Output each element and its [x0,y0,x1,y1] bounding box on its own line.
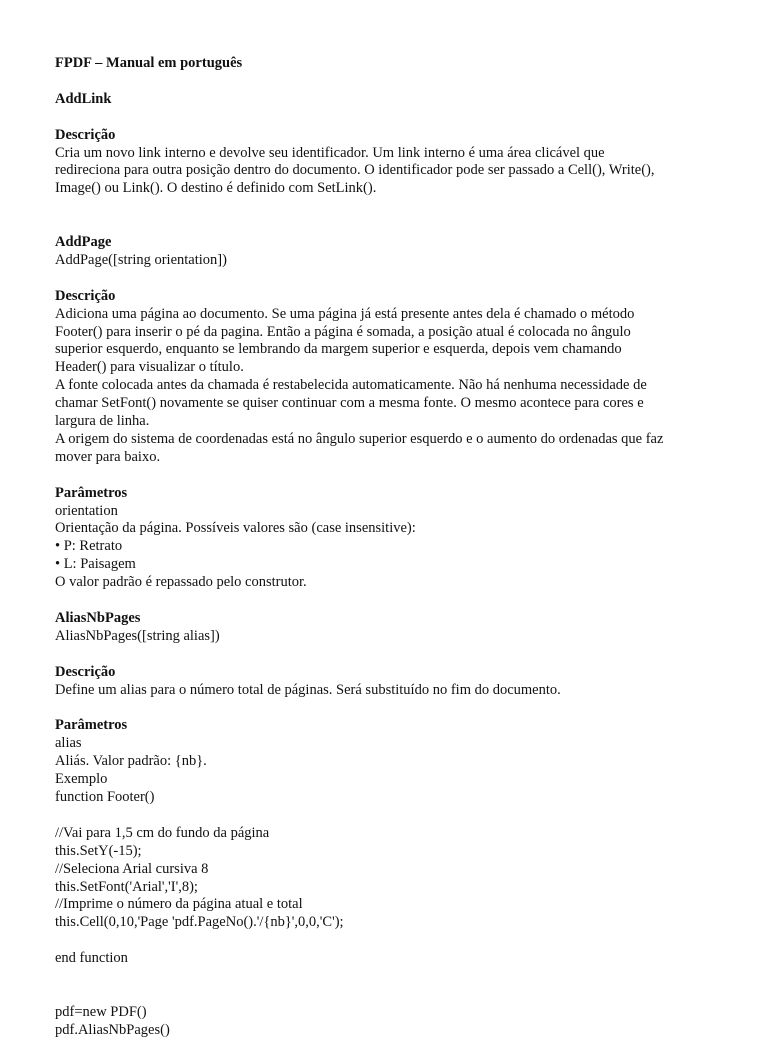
description-line: chamar SetFont() novamente se quiser continuar com a mesma fonte. O mesmo acontece para cores e [55,395,644,412]
code-line: pdf.AliasNbPages() [55,1021,170,1038]
parameter-line: Orientação da página. Possíveis valores são (case insensitive): [55,520,416,537]
parameter-line: Exemplo [55,771,108,788]
code-line: //Vai para 1,5 cm do fundo da página [55,824,270,841]
spacer [55,646,725,664]
description-heading: Descrição [55,663,116,680]
description-line: largura de linha. [55,413,150,430]
description-line: Footer() para inserir o pé da pagina. Então a página é somada, a posição atual é colocada no ângulo [55,323,631,340]
description-line: Define um alias para o número total de páginas. Será substituído no fim do documento. [55,681,561,698]
section-heading-addpage: AddPage [55,234,112,251]
spacer [55,807,725,825]
code-line: this.SetY(-15); [55,842,142,859]
description-line: Image() ou Link(). O destino é definido com SetLink(). [55,180,377,197]
code-line: pdf=new PDF() [55,1003,147,1020]
spacer [55,592,725,610]
code-line: //Seleciona Arial cursiva 8 [55,860,209,877]
parameters-heading: Parâmetros [55,484,128,501]
spacer [55,73,725,91]
method-signature: AddPage([string orientation]) [55,251,227,268]
parameters-heading: Parâmetros [55,717,128,734]
spacer [55,932,725,950]
description-line: Cria um novo link interno e devolve seu identificador. Um link interno é uma área clicável que [55,144,605,161]
parameter-line: O valor padrão é repassado pelo construtor. [55,574,307,591]
description-line: mover para baixo. [55,448,161,465]
parameter-line: orientation [55,502,118,519]
description-line: superior esquerdo, enquanto se lembrando da margem superior e esquerda, depois vem chamando [55,341,622,358]
parameter-line: function Footer() [55,789,155,806]
spacer [55,270,725,288]
parameter-line: Aliás. Valor padrão: {nb}. [55,753,207,770]
spacer [55,467,725,485]
method-signature: AliasNbPages([string alias]) [55,627,220,644]
spacer [55,700,725,718]
spacer [55,198,725,234]
code-line: this.Cell(0,10,'Page 'pdf.PageNo().'/{nb}',0,0,'C'); [55,914,344,931]
code-line: //Imprime o número da página atual e total [55,896,303,913]
section-heading-aliasnbpages: AliasNbPages [55,610,141,626]
spacer [55,968,725,1004]
description-line: A origem do sistema de coordenadas está no ângulo superior esquerdo e o aumento do ordenadas que faz [55,430,664,447]
description-heading: Descrição [55,126,116,143]
parameter-line: • P: Retrato [55,538,123,555]
description-line: A fonte colocada antes da chamada é restabelecida automaticamente. Não há nenhuma necessidade de [55,377,647,394]
spacer [55,109,725,127]
description-heading: Descrição [55,287,116,304]
document-page [55,55,725,1040]
description-line: Header() para visualizar o título. [55,359,244,376]
parameter-line: alias [55,735,82,752]
document-title: FPDF – Manual em português [55,55,243,71]
description-line: redireciona para outra posição dentro do documento. O identificador pode ser passado a Cell(), Write(), [55,162,655,179]
description-line: Adiciona uma página ao documento. Se uma página já está presente antes dela é chamado o método [55,305,635,322]
section-heading-addlink: AddLink [55,90,112,107]
parameter-line: • L: Paisagem [55,556,136,573]
code-line: end function [55,950,128,967]
code-line: this.SetFont('Arial','I',8); [55,878,198,895]
